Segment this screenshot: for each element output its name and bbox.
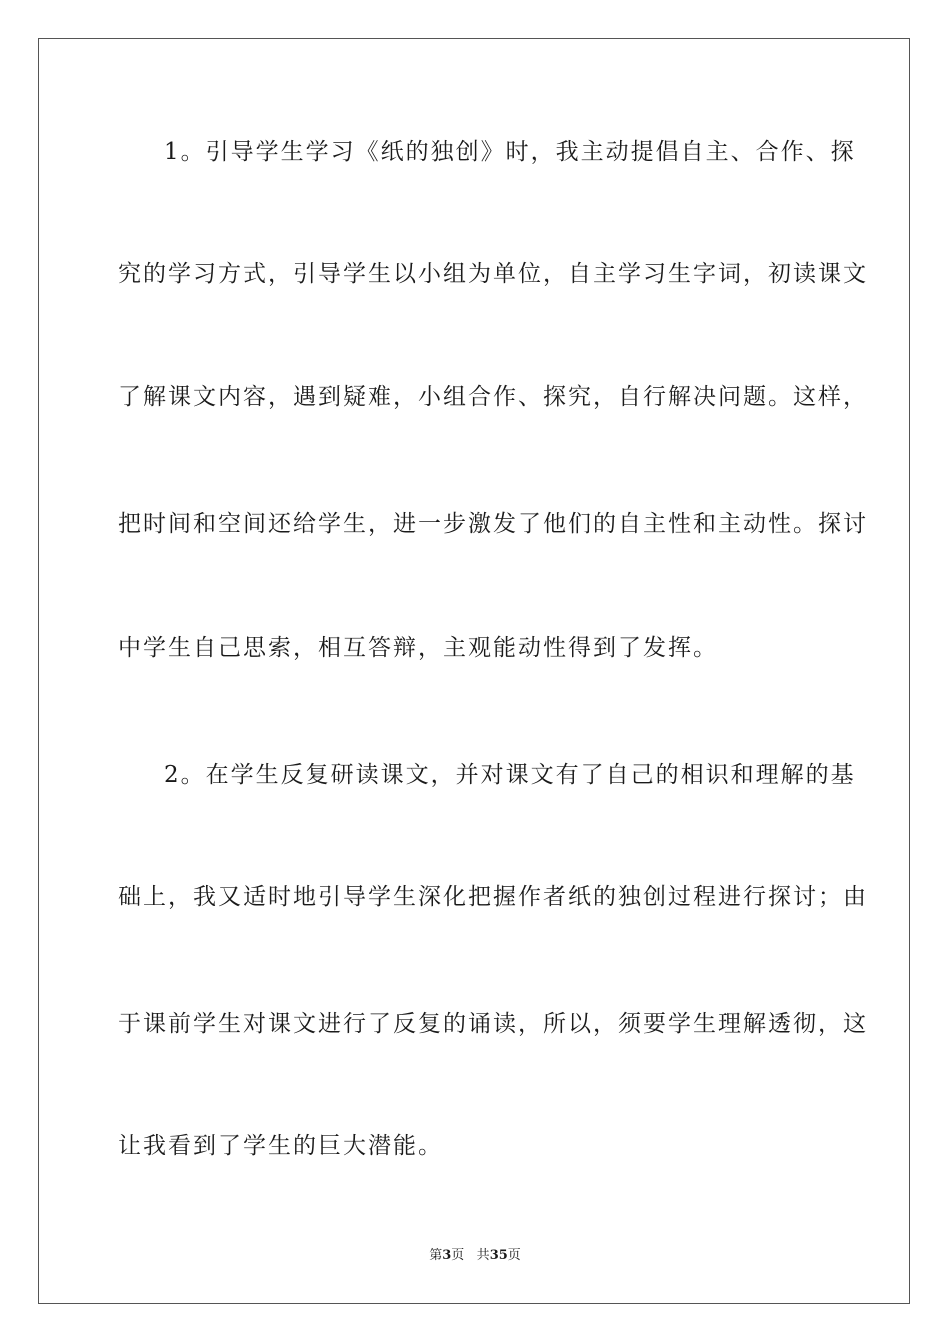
paragraph-2-line-2: 础上，我又适时地引导学生深化把握作者纸的独创过程进行探讨；由 bbox=[118, 884, 868, 910]
page-footer bbox=[0, 1247, 950, 1265]
page-total: 35 bbox=[489, 1248, 508, 1263]
paragraph-2-line-3: 于课前学生对课文进行了反复的诵读，所以，须要学生理解透彻，这 bbox=[118, 1011, 868, 1037]
paragraph-1-line-5: 中学生自己思索，相互答辩，主观能动性得到了发挥。 bbox=[118, 635, 718, 661]
total-unit: 页 bbox=[507, 1248, 521, 1263]
page-prefix: 第 bbox=[429, 1248, 443, 1263]
paragraph-1-line-2: 究的学习方式，引导学生以小组为单位，自主学习生字词，初读课文 bbox=[118, 261, 868, 287]
total-prefix: 共 bbox=[476, 1248, 490, 1263]
page-frame bbox=[38, 38, 910, 1304]
paragraph-2-line-4: 让我看到了学生的巨大潜能。 bbox=[118, 1133, 443, 1159]
paragraph-2-line-1: 2。在学生反复研读课文，并对课文有了自己的相识和理解的基 bbox=[164, 762, 856, 788]
paragraph-1-line-3: 了解课文内容，遇到疑难，小组合作、探究，自行解决问题。这样， bbox=[118, 384, 868, 410]
page-unit: 页 bbox=[451, 1248, 465, 1263]
paragraph-1-line-1: 1。引导学生学习《纸的独创》时，我主动提倡自主、合作、探 bbox=[164, 139, 856, 165]
page-current: 3 bbox=[442, 1248, 452, 1263]
paragraph-1-line-4: 把时间和空间还给学生，进一步激发了他们的自主性和主动性。探讨 bbox=[118, 511, 868, 537]
